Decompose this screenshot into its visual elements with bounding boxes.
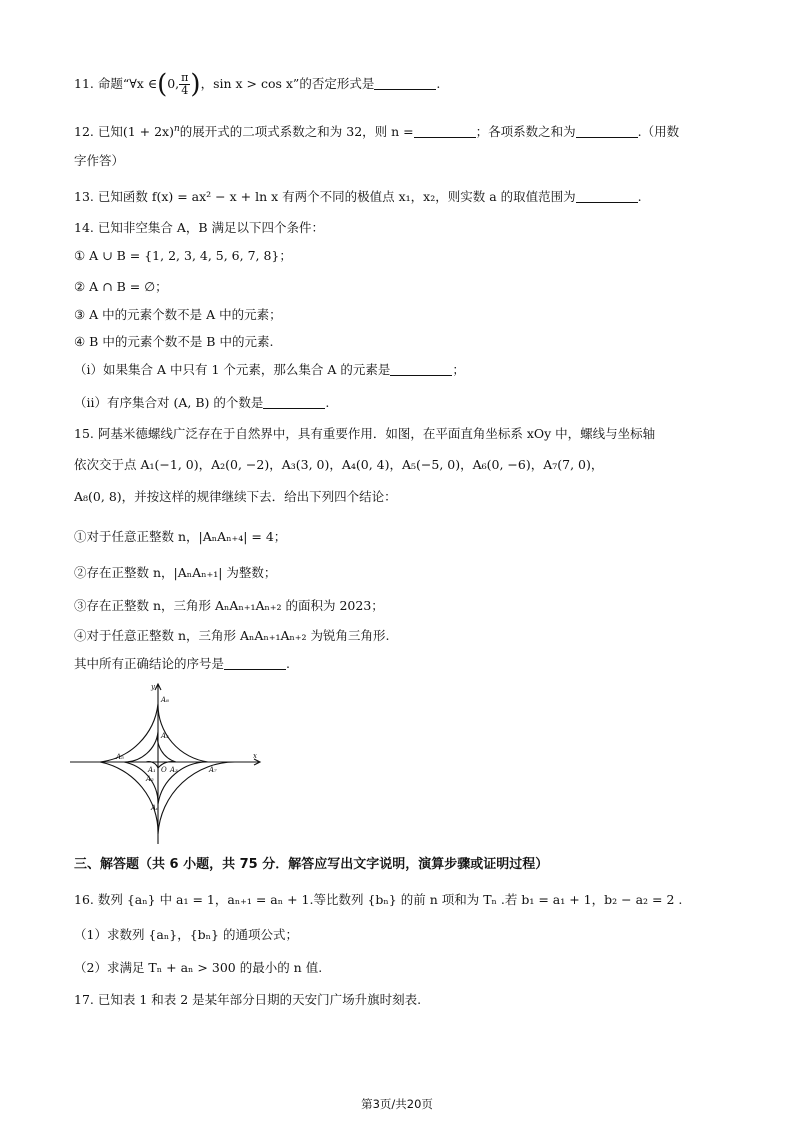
q15-line1: 15. 阿基米德螺线广泛存在于自然界中，具有重要作用．如图，在平面直角坐标系 xOy 中，螺线与坐标轴 <box>74 426 656 441</box>
q14-part-ii <box>74 393 329 413</box>
q14-i-end: ； <box>452 362 465 377</box>
q12-text-b: 的展开式的二项式系数之和为 32，则 n = <box>179 124 414 140</box>
q11-right-paren: ) <box>190 69 201 100</box>
label-o: O <box>161 766 167 774</box>
q11-fraction <box>179 72 190 97</box>
q14-cond1: ① A ∪ B = {1, 2, 3, 4, 5, 6, 7, 8}； <box>74 248 292 263</box>
q12-blank-sum[interactable] <box>576 123 638 138</box>
label-a1: A₁ <box>148 766 156 774</box>
section3-heading: 三、解答题（共 6 小题，共 75 分．解答应写出文字说明，演算步骤或证明过程） <box>74 857 549 872</box>
label-y: y <box>151 683 155 691</box>
label-a6: A₆ <box>151 804 159 812</box>
q12-text-a: 12. 已知(1 + 2x) <box>74 124 174 140</box>
q11-left-paren: ( <box>157 69 168 100</box>
q11-forall: ∀x ∈ <box>129 76 158 91</box>
q11-end: . <box>436 76 441 91</box>
q11-prefix: 11. 命题“ <box>74 76 130 91</box>
q12-line2: 字作答） <box>74 153 125 168</box>
q15-statement3: ③存在正整数 n，三角形 AₙAₙ₊₁Aₙ₊₂ 的面积为 2023； <box>74 598 384 613</box>
label-a4: A₄ <box>161 732 169 740</box>
label-a2: A₂ <box>146 775 154 783</box>
q16-part2: （2）求满足 Tₙ + aₙ > 300 的最小的 n 值. <box>74 960 323 975</box>
q14-ii-end: . <box>325 395 330 410</box>
q11-rest: ，sin x > cos x”的否定形式是 <box>200 76 375 91</box>
q14-cond2: ② A ∩ B = ∅； <box>74 279 168 294</box>
label-a3: A₃ <box>170 766 178 774</box>
q13-answer-blank[interactable] <box>576 188 638 203</box>
q14-part-i <box>74 360 465 380</box>
q15-answer-blank[interactable] <box>224 655 286 670</box>
q14-ii-text: （ii）有序集合对 (A, B) 的个数是 <box>74 395 264 410</box>
label-a7: A₇ <box>209 766 217 774</box>
q15-question <box>74 654 290 674</box>
q11-frac-num: π <box>181 71 189 84</box>
q12-text-c: ；各项系数之和为 <box>475 124 576 140</box>
q15-line3: A₈(0, 8)，并按这样的规律继续下去．给出下列四个结论： <box>74 489 397 504</box>
q11-line <box>74 69 441 100</box>
q16-line1: 16. 数列 {aₙ} 中 a₁ = 1，aₙ₊₁ = aₙ + 1.等比数列 {bₙ} 的前 n 项和为 Tₙ .若 b₁ = a₁ + 1，b₂ − a₂ = 2 . <box>74 892 683 907</box>
label-a8: A₈ <box>161 696 169 704</box>
q11-zero: 0, <box>167 76 180 91</box>
q15-statement2: ②存在正整数 n，|AₙAₙ₊₁| 为整数； <box>74 565 277 580</box>
q15-line2: 依次交于点 A₁(−1, 0)，A₂(0, −2)，A₃(3, 0)，A₄(0, 4)，A₅(−5, 0)，A₆(0, −6)，A₇(7, 0)， <box>74 457 604 472</box>
q15-q-end: . <box>286 656 290 671</box>
label-a5: A₅ <box>116 753 124 761</box>
q15-statement1: ①对于任意正整数 n，|AₙAₙ₊₄| = 4； <box>74 529 287 544</box>
q12-blank-n[interactable] <box>414 123 476 138</box>
label-x: x <box>253 752 257 760</box>
spiral-figure <box>70 680 270 846</box>
q15-statement4: ④对于任意正整数 n，三角形 AₙAₙ₊₁Aₙ₊₂ 为锐角三角形. <box>74 628 390 643</box>
q16-part1: （1）求数列 {aₙ}，{bₙ} 的通项公式； <box>74 927 298 942</box>
q14-ii-blank[interactable] <box>263 394 325 409</box>
q12-text-d: .（用数 <box>637 124 680 140</box>
q13-text: 13. 已知函数 f(x) = ax² − x + ln x 有两个不同的极值点 x₁，x₂，则实数 a 的取值范围为 <box>74 189 576 204</box>
q11-answer-blank[interactable] <box>374 75 436 90</box>
q17-line: 17. 已知表 1 和表 2 是某年部分日期的天安门广场升旗时刻表. <box>74 992 422 1007</box>
q14-cond4: ④ B 中的元素个数不是 B 中的元素. <box>74 334 274 349</box>
q12-line1 <box>74 119 679 142</box>
q12-sup: n <box>173 124 180 134</box>
q15-q-text: 其中所有正确结论的序号是 <box>74 656 225 671</box>
q13-end: . <box>637 189 642 204</box>
q14-i-text: （i）如果集合 A 中只有 1 个元素，那么集合 A 的元素是 <box>74 362 391 377</box>
q14-cond3: ③ A 中的元素个数不是 A 中的元素； <box>74 307 282 322</box>
q14-i-blank[interactable] <box>390 361 452 376</box>
page-footer: 第3页/共20页 <box>361 1097 433 1111</box>
q11-frac-den: 4 <box>181 84 189 97</box>
q13-line <box>74 187 642 207</box>
q14-head: 14. 已知非空集合 A，B 满足以下四个条件： <box>74 220 325 235</box>
